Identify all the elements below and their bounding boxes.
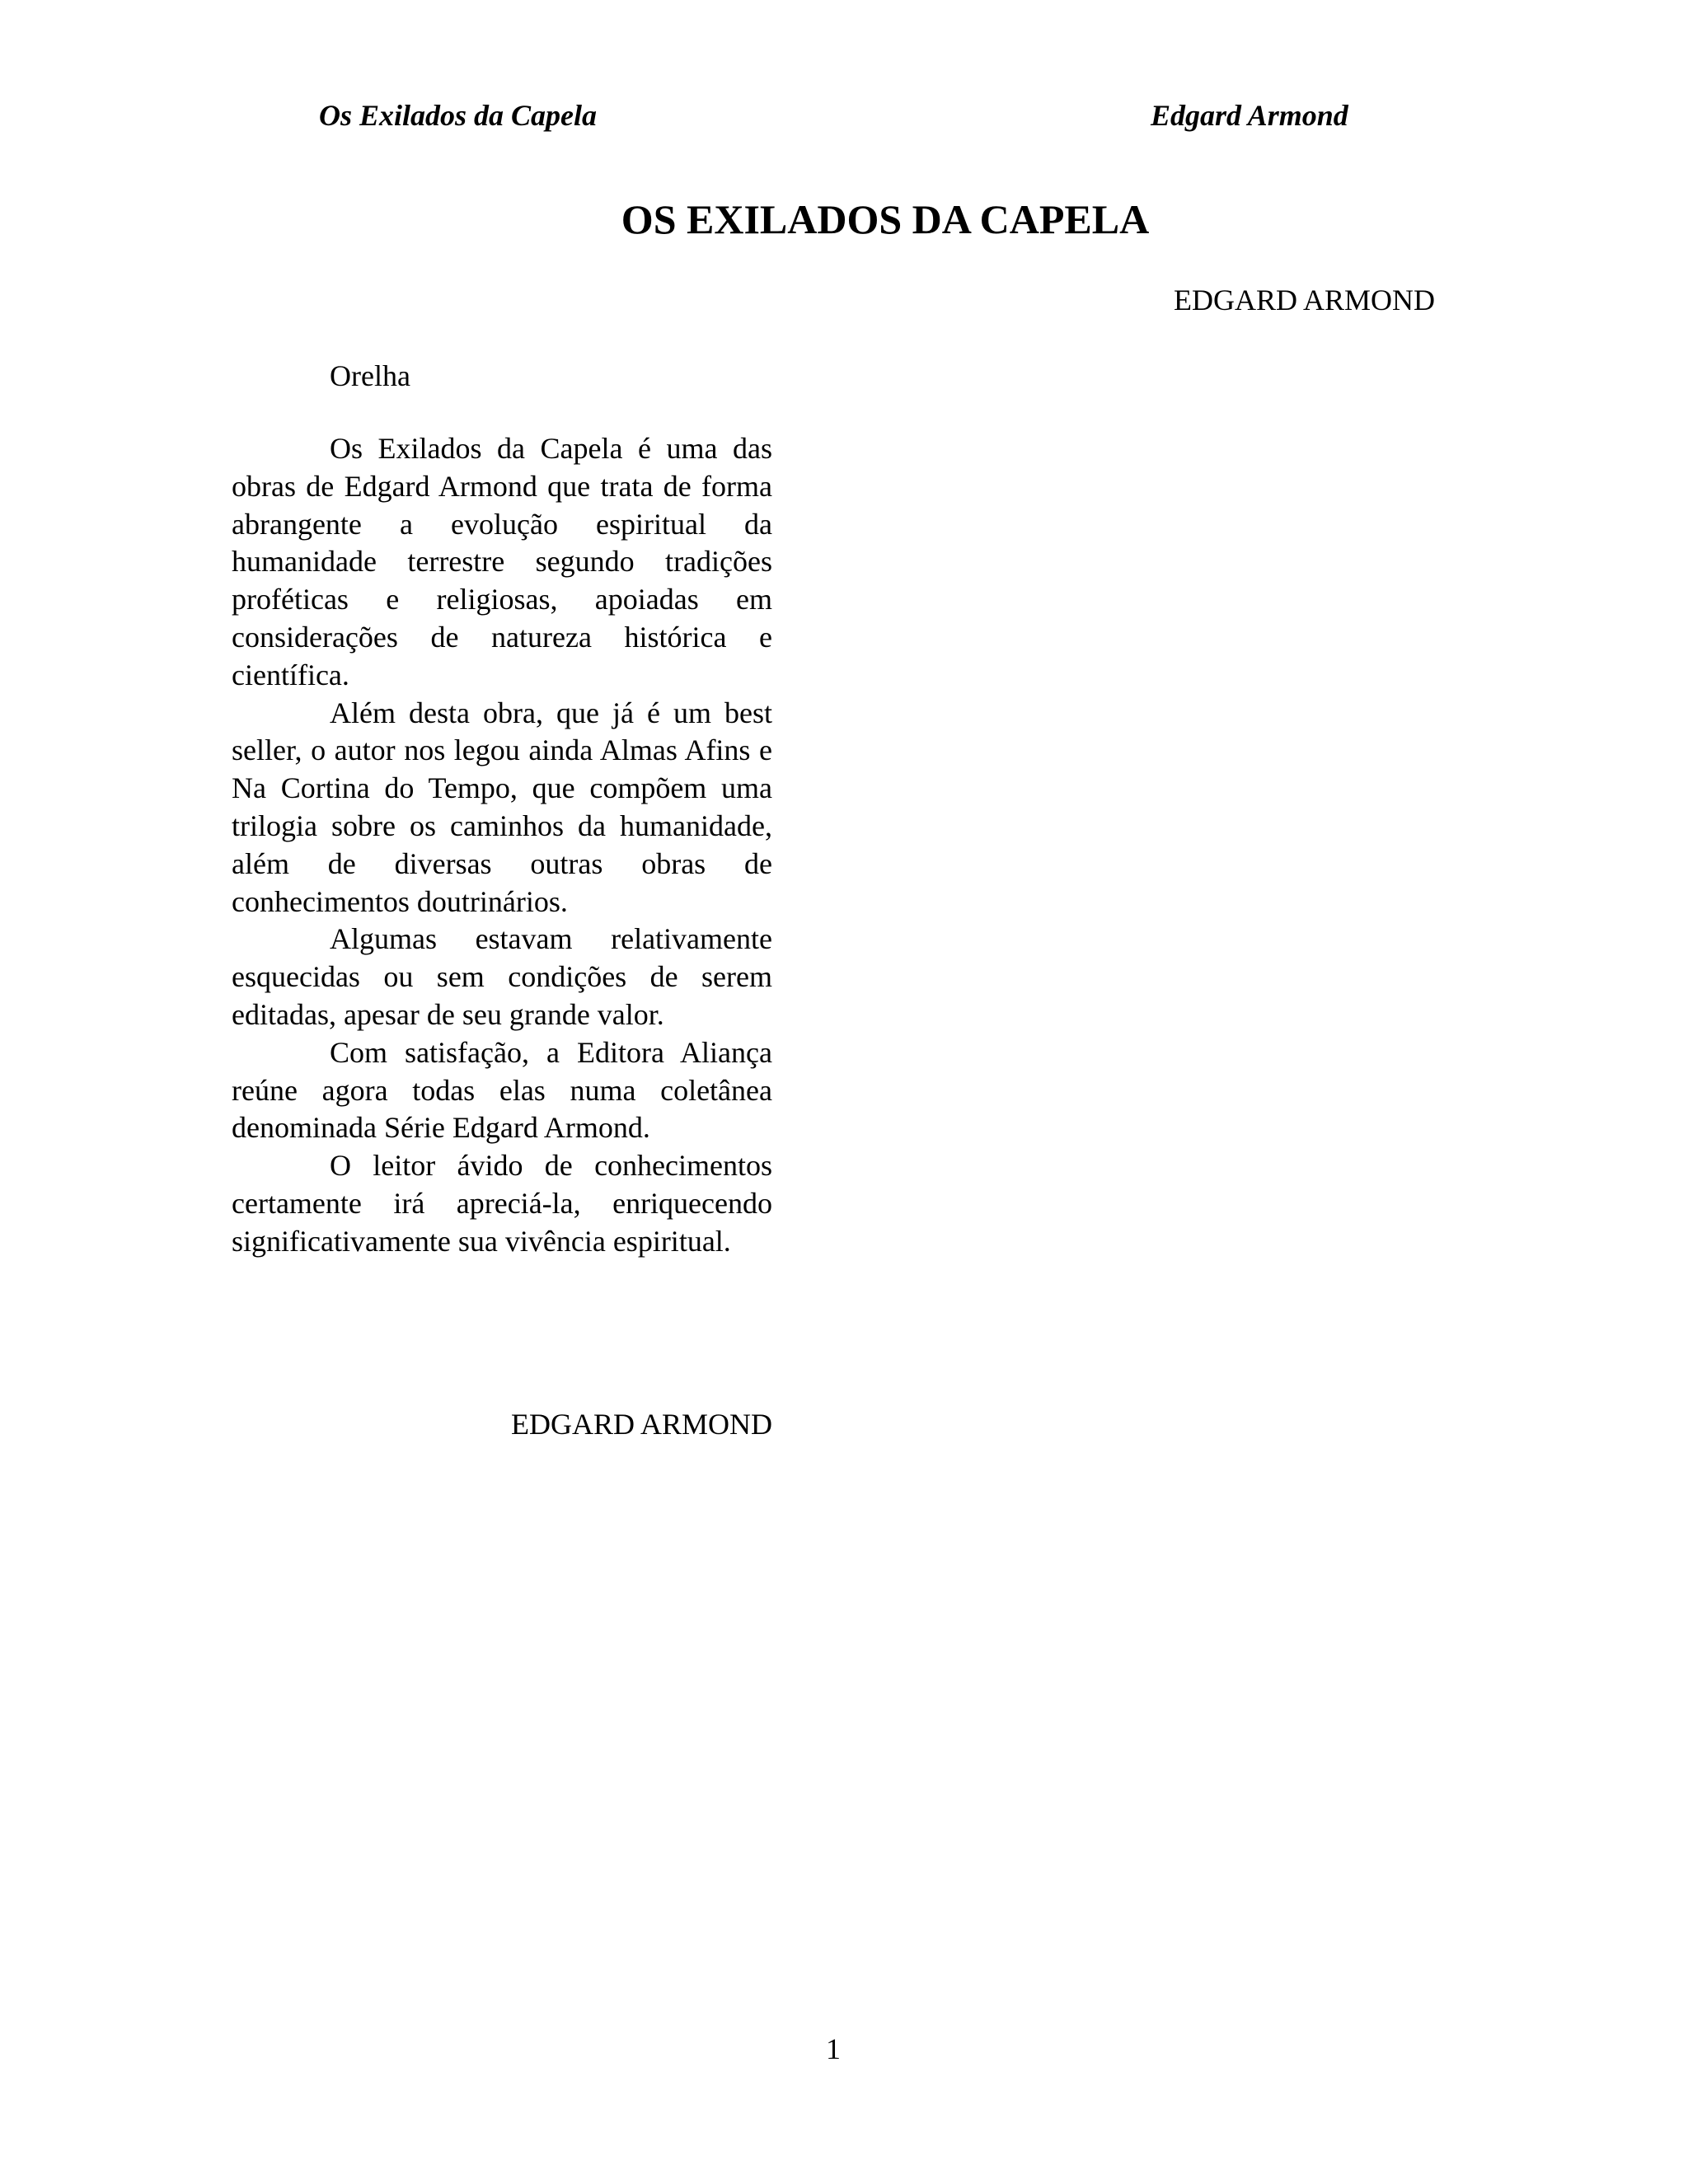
paragraph: Os Exilados da Capela é uma das obras de Edgard Armond que trata de forma abrangente a evolução espiritual da humanidade terrestre segundo tradições proféticas e religiosas, apoiadas em considerações de natureza histórica e científica. [232, 432, 772, 691]
author-name: EDGARD ARMOND [1173, 284, 1435, 316]
paragraph: Com satisfação, a Editora Aliança reúne agora todas elas numa coletânea denominada Série Edgard Armond. [232, 1035, 772, 1145]
running-header-author: Edgard Armond [1151, 99, 1348, 132]
page-number: 1 [826, 2032, 841, 2065]
paragraph: Algumas estavam relativamente esquecidas ou sem condições de serem editadas, apesar de seu grande valor. [232, 922, 772, 1031]
signature: EDGARD ARMOND [510, 1408, 772, 1441]
page-title: OS EXILADOS DA CAPELA [621, 196, 1150, 242]
paragraph: O leitor ávido de conhecimentos certamente irá apreciá-la, enriquecendo significativamente sua vivência espiritual. [232, 1149, 772, 1258]
body-text [232, 430, 772, 1261]
running-header-book-title: Os Exilados da Capela [319, 99, 598, 132]
section-label: Orelha [330, 359, 410, 392]
paragraph: Além desta obra, que já é um best seller, o autor nos legou ainda Almas Afins e Na Cortina do Tempo, que compõem uma trilogia sobre os caminhos da humanidade, além de diversas outras obras de conhecimentos doutrinários. [232, 696, 772, 918]
